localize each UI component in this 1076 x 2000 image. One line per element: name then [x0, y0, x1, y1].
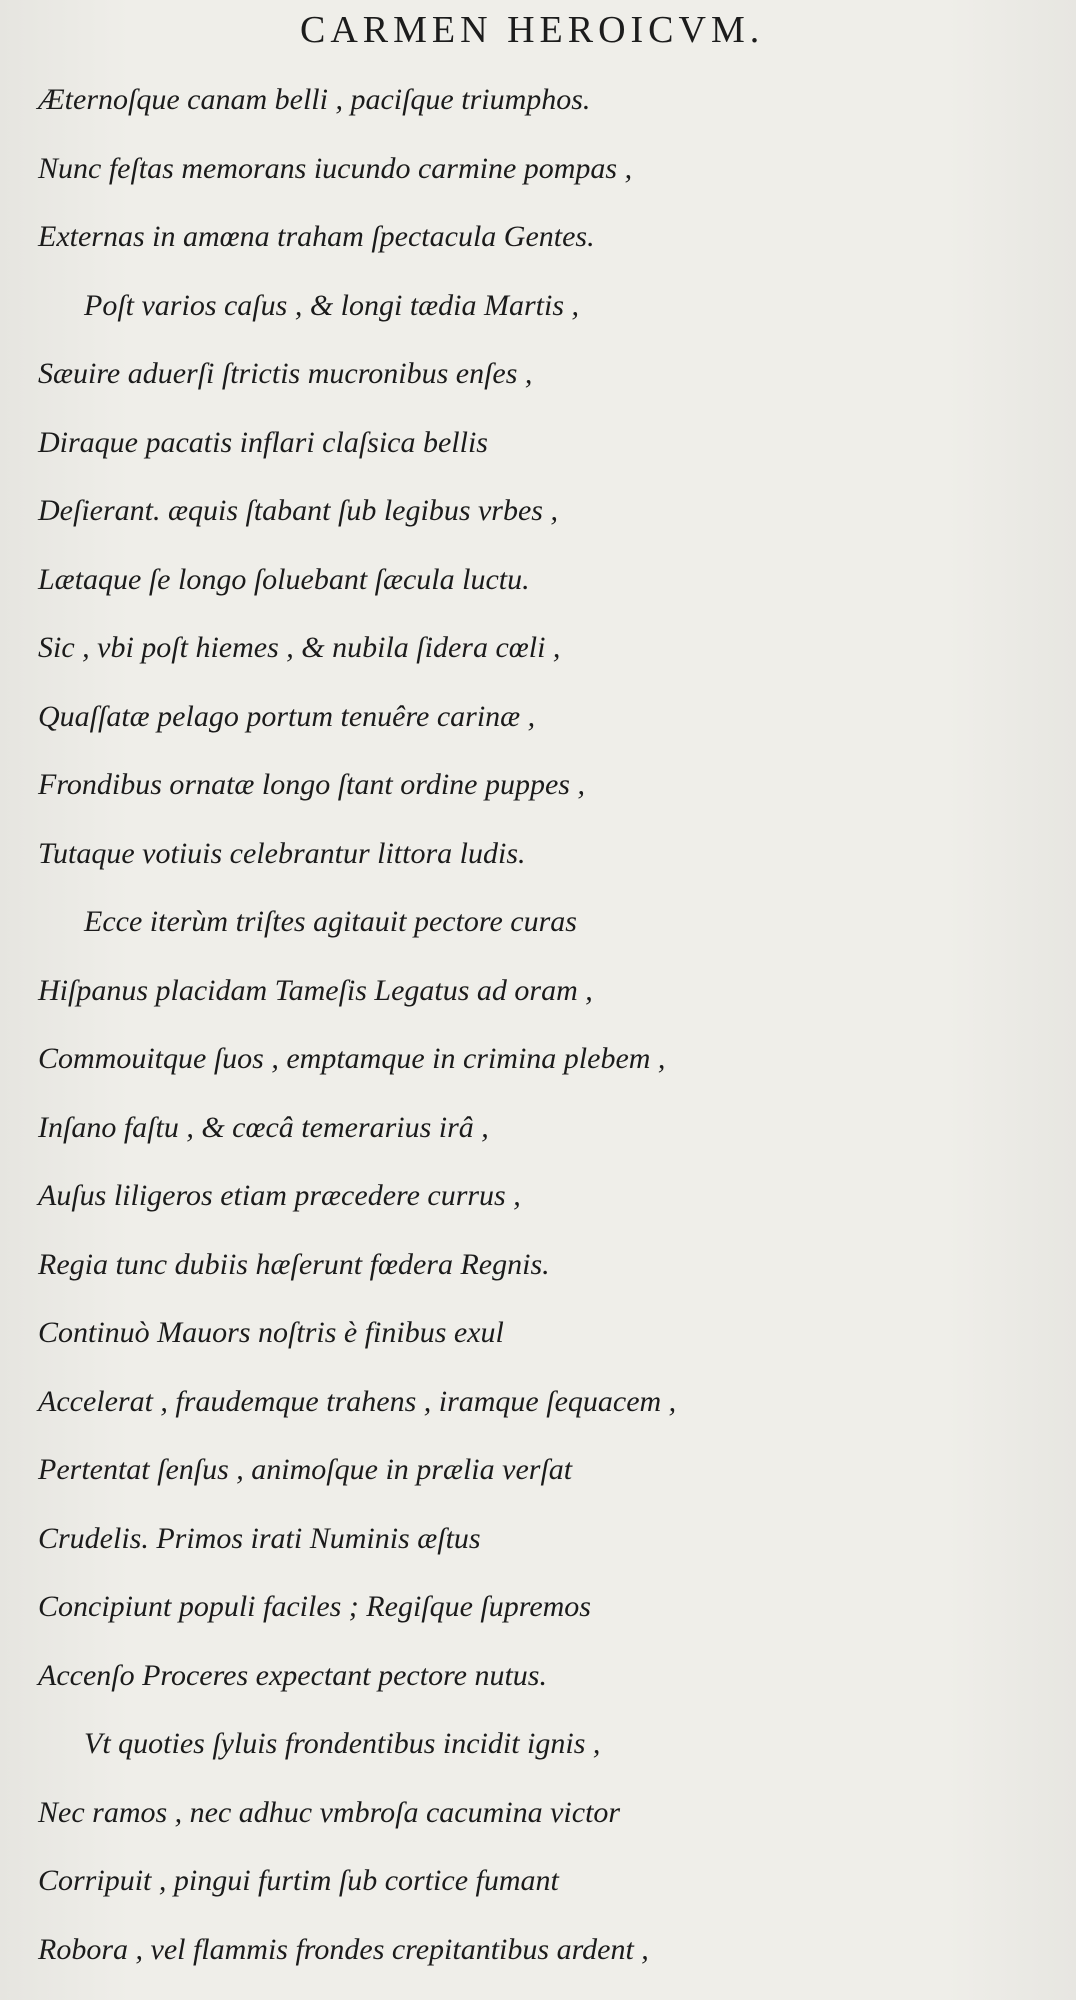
verse-line: Ecce iterùm triſtes agitauit pectore curas: [84, 905, 577, 938]
verse-line: Nec ramos , nec adhuc vmbroſa cacumina victor: [38, 1795, 621, 1829]
verse-line: Commouitque ſuos , emptamque in crimina plebem ,: [38, 1042, 666, 1075]
verse-line: Auſus liligeros etiam præcedere currus ,: [38, 1179, 521, 1212]
verse-line: Diraque pacatis inflari claſsica bellis: [38, 425, 488, 459]
verse-line: Deſierant. æquis ſtabant ſub legibus vrbes ,: [38, 494, 558, 527]
verse-line: Quaſſatæ pelago portum tenuêre carinæ ,: [38, 699, 536, 733]
verse-line: Sæuire aduerſi ſtrictis mucronibus enſes ,: [38, 357, 533, 390]
verse-line: Frondibus ornatæ longo ſtant ordine puppes ,: [38, 768, 585, 801]
verse-line: Vt quoties ſyluis frondentibus incidit ignis ,: [84, 1727, 601, 1760]
verse-line: Robora , vel flammis frondes crepitantibus ardent ,: [38, 1932, 649, 1966]
verse-line: Accelerat , fraudemque trahens , iramque ſequacem ,: [38, 1384, 677, 1418]
verse-line: Inſano faſtu , & cœcâ temerarius irâ ,: [38, 1110, 489, 1144]
verse-line: Accenſo Proceres expectant pectore nutus.: [38, 1658, 547, 1692]
verse-line: Concipiunt populi faciles ; Regiſque ſupremos: [38, 1590, 591, 1623]
verse-line: Corripuit , pingui furtim ſub cortice fumant: [38, 1864, 559, 1897]
running-head: CARMEN HEROICVM.: [300, 9, 765, 51]
verse-line: Lætaque ſe longo ſoluebant ſæcula luctu.: [38, 562, 530, 596]
verse-line: Poſt varios caſus , & longi tædia Martis ,: [84, 288, 580, 322]
verse-block: [0, 66, 1076, 1984]
verse-line: Sic , vbi poſt hiemes , & nubila ſidera cœli ,: [38, 631, 561, 664]
verse-line: Crudelis. Primos irati Numinis æſtus: [38, 1521, 481, 1555]
verse-line: Continuò Mauors noſtris è finibus exul: [38, 1316, 504, 1349]
verse-line: Externas in amœna traham ſpectacula Gentes.: [38, 220, 595, 253]
verse-line: Regia tunc dubiis hæſerunt fœdera Regnis.: [38, 1247, 550, 1281]
verse-line: Pertentat ſenſus , animoſque in prælia verſat: [38, 1453, 573, 1486]
verse-line: Æternoſque canam belli , paciſque triumphos.: [38, 83, 591, 116]
verse-line: Tutaque votiuis celebrantur littora ludis.: [38, 836, 526, 870]
verse-line: Hiſpanus placidam Tameſis Legatus ad oram ,: [38, 973, 593, 1007]
verse-line: Nunc feſtas memorans iucundo carmine pompas ,: [38, 151, 633, 185]
